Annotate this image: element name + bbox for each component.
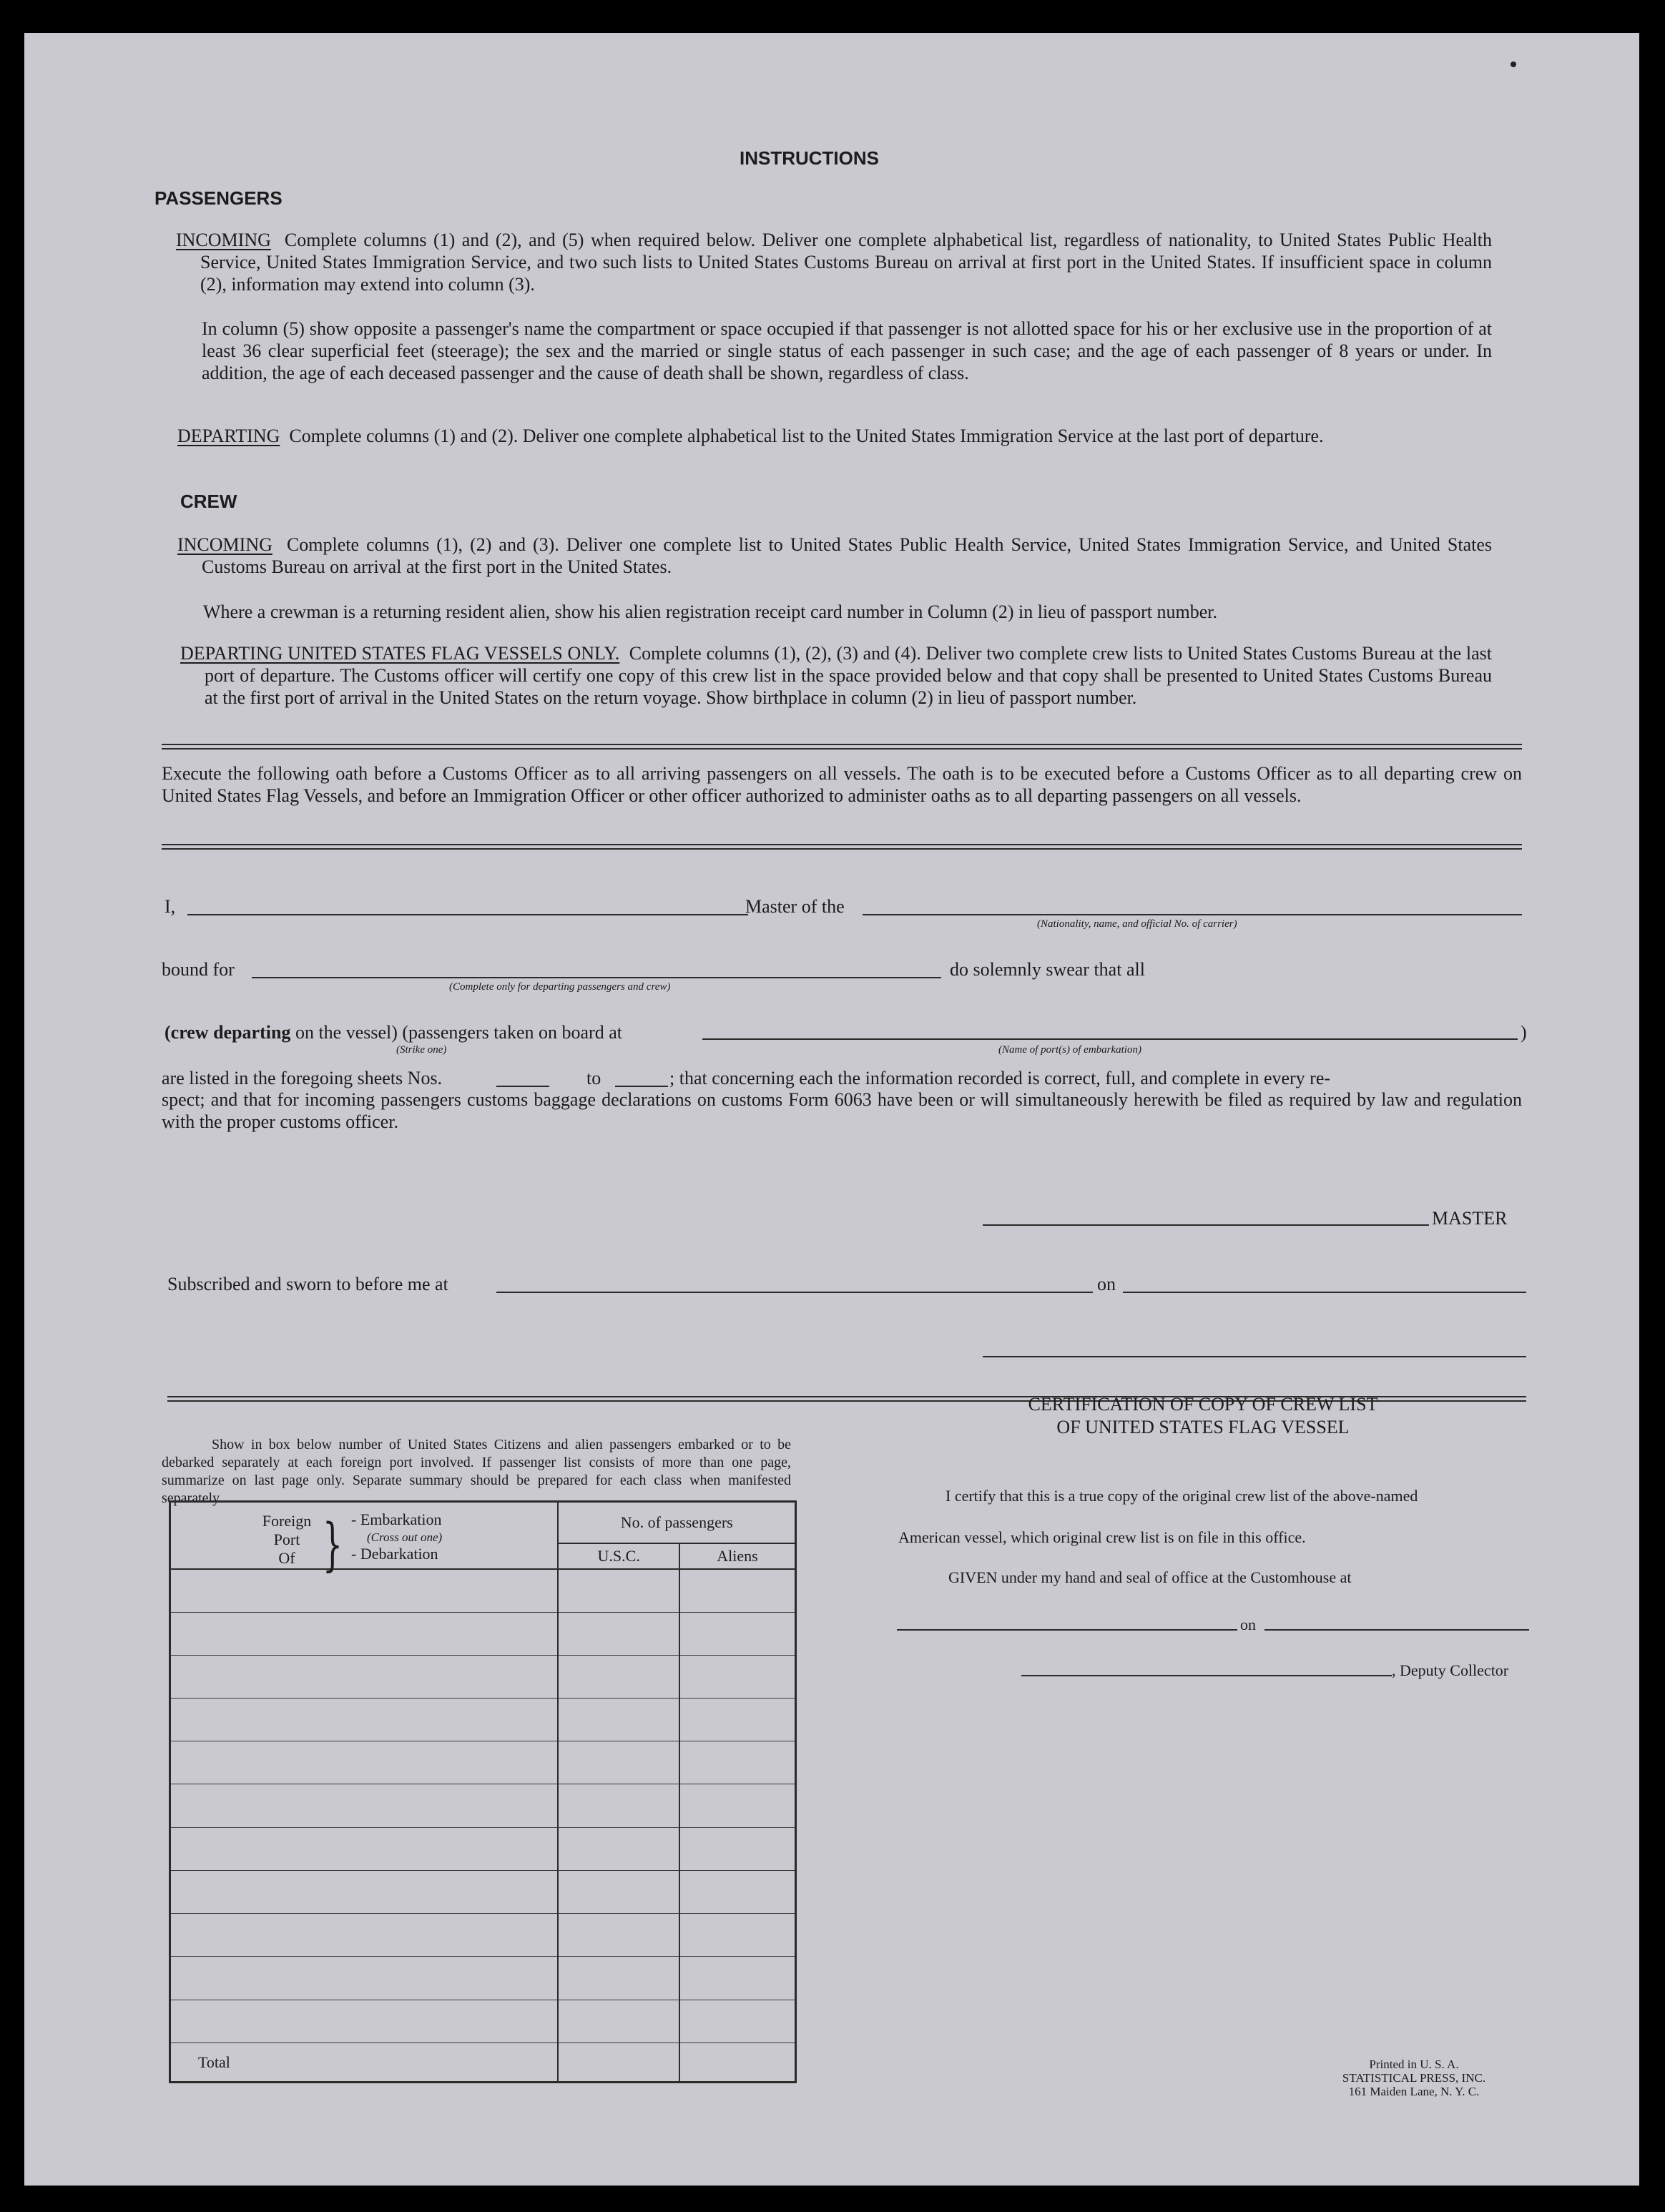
of-label: Of bbox=[278, 1549, 295, 1567]
crew-resident-note: Where a crewman is a returning resident alien, show his alien registration receipt card number in Column (2) in lieu of passport number. bbox=[203, 601, 1218, 622]
sworn-place-field[interactable] bbox=[496, 1292, 1093, 1293]
cross-out-label: (Cross out one) bbox=[367, 1530, 443, 1544]
table-row bbox=[170, 1784, 796, 1827]
usc-cell[interactable] bbox=[558, 1612, 679, 1655]
sworn-date-field[interactable] bbox=[1123, 1292, 1526, 1293]
usc-cell[interactable] bbox=[558, 1957, 679, 2000]
swear-label: do solemnly swear that all bbox=[950, 959, 1145, 980]
certification-title-1: CERTIFICATION OF COPY OF CREW LIST bbox=[1028, 1394, 1378, 1415]
certify-text: I certify that this is a true copy of the original crew list of the above-named bbox=[946, 1487, 1418, 1505]
usc-cell[interactable] bbox=[558, 1784, 679, 1827]
listed-suffix: ; that concerning each the information recorded is correct, full, and complete in every re- bbox=[669, 1068, 1331, 1088]
certification-title-2: OF UNITED STATES FLAG VESSEL bbox=[1056, 1417, 1350, 1437]
printer-line-3: 161 Maiden Lane, N. Y. C. bbox=[1348, 2085, 1480, 2098]
aliens-cell[interactable] bbox=[679, 1914, 796, 1957]
usc-cell[interactable] bbox=[558, 1698, 679, 1741]
usc-cell[interactable] bbox=[558, 1914, 679, 1957]
speck-mark bbox=[1511, 62, 1516, 67]
table-row bbox=[170, 1612, 796, 1655]
aliens-cell[interactable] bbox=[679, 1957, 796, 2000]
aliens-cell[interactable] bbox=[679, 2000, 796, 2043]
crew-incoming-instruction bbox=[177, 534, 1492, 578]
listed-prefix: are listed in the foregoing sheets Nos. bbox=[162, 1068, 443, 1088]
table-row bbox=[170, 1827, 796, 1870]
foreign-port-header bbox=[170, 1502, 559, 1578]
crew-departing-text: Complete columns (1), (2), (3) and (4). Deliver two complete crew lists to United States Customs Bureau at the last port of departure. The Customs officer will certify one copy of this crew list in the space provided below and that copy shall be presented to United States Customs Bureau at the first port of arrival in the United States on the return voyage. Show birthplace in column (2) in lieu of passport number. bbox=[205, 643, 1492, 708]
carrier-hint: (Nationality, name, and official No. of carrier) bbox=[1037, 918, 1237, 930]
bound-for-hint: (Complete only for departing passengers and crew) bbox=[449, 981, 671, 993]
oath-intro: Execute the following oath before a Customs Officer as to all arriving passengers on all vessels. The oath is to be executed before a Customs Officer as to all departing crew on United States Flag Vessels, and before an Immigration Officer or other officer authorized to administer oaths as to all departing passengers on all vessels. bbox=[162, 763, 1522, 806]
officer-signature-field[interactable] bbox=[983, 1356, 1526, 1357]
crew-heading: CREW bbox=[180, 491, 237, 512]
total-row bbox=[170, 2043, 796, 2082]
passengers-incoming-instruction bbox=[176, 229, 1492, 295]
port-cell[interactable] bbox=[170, 1914, 559, 1957]
aliens-cell[interactable] bbox=[679, 1612, 796, 1655]
port-cell[interactable] bbox=[170, 1698, 559, 1741]
brace-mark: } bbox=[323, 1512, 343, 1578]
total-label: Total bbox=[170, 2043, 559, 2082]
oath-i-label: I, bbox=[164, 896, 176, 917]
oath-spect-text: spect; and that for incoming passengers customs baggage declarations on customs Form 6063 have been or will simultaneously herewith be filed as required by law and regulation with the proper customs officer. bbox=[162, 1089, 1522, 1132]
aliens-header: Aliens bbox=[679, 1543, 796, 1569]
american-vessel-text: American vessel, which original crew list is on file in this office. bbox=[898, 1528, 1306, 1546]
usc-cell[interactable] bbox=[558, 1870, 679, 1913]
customhouse-field[interactable] bbox=[897, 1629, 1237, 1631]
foreign-label: Foreign bbox=[262, 1512, 312, 1530]
carrier-field[interactable] bbox=[863, 914, 1522, 915]
passengers-heading: PASSENGERS bbox=[154, 187, 283, 209]
table-row bbox=[170, 1655, 796, 1698]
summary-instructions: Show in box below number of United States Citizens and alien passengers embarked or to be debarked separately at each foreign port involved. If passenger list consists of more than one page, summarize on last page only. Separate summary should be prepared for each class when manifested separately. bbox=[162, 1437, 791, 1506]
aliens-cell[interactable] bbox=[679, 1827, 796, 1870]
embarkation-label[interactable]: - Embarkation bbox=[351, 1510, 442, 1528]
bound-for-field[interactable] bbox=[252, 977, 941, 978]
table-row bbox=[170, 2000, 796, 2043]
crew-departing-label: DEPARTING UNITED STATES FLAG VESSELS ONLY. bbox=[180, 643, 620, 664]
aliens-cell[interactable] bbox=[679, 1741, 796, 1784]
passengers-incoming-label: INCOMING bbox=[176, 230, 271, 250]
certification-on-label: on bbox=[1240, 1616, 1256, 1633]
usc-header: U.S.C. bbox=[558, 1543, 679, 1569]
master-signature-label: MASTER bbox=[1432, 1208, 1508, 1229]
usc-cell[interactable] bbox=[558, 1741, 679, 1784]
table-row bbox=[170, 1870, 796, 1913]
port-label: Port bbox=[273, 1530, 300, 1548]
to-label: to bbox=[586, 1068, 601, 1088]
bound-for-label: bound for bbox=[162, 959, 235, 980]
sheet-from-field[interactable] bbox=[496, 1086, 549, 1087]
port-cell[interactable] bbox=[170, 1655, 559, 1698]
table-row bbox=[170, 1741, 796, 1784]
table-row bbox=[170, 1957, 796, 2000]
aliens-cell[interactable] bbox=[679, 1569, 796, 1612]
passenger-summary-table bbox=[169, 1500, 797, 2083]
usc-cell[interactable] bbox=[558, 2000, 679, 2043]
aliens-total-cell[interactable] bbox=[679, 2043, 796, 2082]
port-cell[interactable] bbox=[170, 1827, 559, 1870]
embarkation-ports-field[interactable] bbox=[702, 1038, 1518, 1040]
master-name-field[interactable] bbox=[187, 914, 748, 915]
aliens-cell[interactable] bbox=[679, 1870, 796, 1913]
given-text: GIVEN under my hand and seal of office at the Customhouse at bbox=[948, 1568, 1352, 1586]
port-cell[interactable] bbox=[170, 1784, 559, 1827]
port-cell[interactable] bbox=[170, 2000, 559, 2043]
port-cell[interactable] bbox=[170, 1741, 559, 1784]
usc-cell[interactable] bbox=[558, 1827, 679, 1870]
close-paren: ) bbox=[1521, 1022, 1527, 1043]
deputy-signature-field[interactable] bbox=[1021, 1675, 1392, 1676]
passengers-departing-instruction bbox=[177, 425, 1492, 447]
table-row bbox=[170, 1914, 796, 1957]
master-signature-field[interactable] bbox=[983, 1224, 1429, 1226]
crew-passengers-line bbox=[164, 1021, 622, 1043]
table-row bbox=[170, 1698, 796, 1741]
passengers-departing-label: DEPARTING bbox=[177, 426, 280, 446]
aliens-cell[interactable] bbox=[679, 1698, 796, 1741]
crew-incoming-text: Complete columns (1), (2) and (3). Deliver one complete list to United States Public Health Service, United States Immigration Service, and United States Customs Bureau on arrival at the first port in the United States. bbox=[202, 534, 1493, 577]
port-cell[interactable] bbox=[170, 1569, 559, 1612]
passengers-incoming-text: Complete columns (1) and (2), and (5) when required below. Deliver one complete alphabetical list, regardless of nationality, to United States Public Health Service, United States Immigration Service, and two such lists to United States Customs Bureau on arrival at first port in the United States. If insufficient space in column (2), information may extend into column (3). bbox=[200, 230, 1493, 295]
printer-line-1: Printed in U. S. A. bbox=[1369, 2058, 1459, 2071]
master-of-label: Master of the bbox=[745, 896, 845, 917]
sworn-on-label: on bbox=[1097, 1274, 1116, 1294]
usc-cell[interactable] bbox=[558, 1569, 679, 1612]
port-cell[interactable] bbox=[170, 1957, 559, 2000]
aliens-cell[interactable] bbox=[679, 1784, 796, 1827]
port-cell[interactable] bbox=[170, 1870, 559, 1913]
no-passengers-header: No. of passengers bbox=[558, 1502, 795, 1543]
passengers-column5-note: In column (5) show opposite a passenger's name the compartment or space occupied if that passenger is not allotted space for his or her exclusive use in the proportion of at least 36 clear superficial feet (steerage); the sex and the married or single status of each passenger in such case; and the age of each passenger of 8 years or under. In addition, the age of each deceased passenger and the cause of death shall be shown, regardless of class. bbox=[202, 318, 1492, 383]
usc-total-cell[interactable] bbox=[558, 2043, 679, 2082]
page-title: INSTRUCTIONS bbox=[740, 147, 879, 169]
printer-line-2: STATISTICAL PRESS, INC. bbox=[1342, 2071, 1486, 2085]
debarkation-label[interactable]: - Debarkation bbox=[351, 1545, 438, 1563]
aliens-cell[interactable] bbox=[679, 1655, 796, 1698]
section-divider bbox=[162, 744, 1522, 749]
ports-hint: (Name of port(s) of embarkation) bbox=[998, 1044, 1141, 1056]
strike-hint: (Strike one) bbox=[396, 1044, 447, 1056]
passengers-departing-text: Complete columns (1) and (2). Deliver one complete alphabetical list to the United States Immigration Service at the last port of departure. bbox=[289, 426, 1324, 446]
crew-incoming-label: INCOMING bbox=[177, 534, 272, 555]
passengers-option[interactable]: on the vessel) (passengers taken on board at bbox=[295, 1022, 622, 1043]
usc-cell[interactable] bbox=[558, 1655, 679, 1698]
crew-departing-option[interactable]: (crew departing bbox=[164, 1022, 291, 1043]
form-page bbox=[24, 33, 1639, 2186]
oath-divider bbox=[162, 844, 1522, 850]
certification-date-field[interactable] bbox=[1264, 1629, 1529, 1631]
table-row bbox=[170, 1569, 796, 1612]
crew-departing-instruction bbox=[180, 642, 1492, 709]
port-cell[interactable] bbox=[170, 1612, 559, 1655]
subscribed-label: Subscribed and sworn to before me at bbox=[167, 1274, 448, 1294]
sheet-to-field[interactable] bbox=[615, 1086, 668, 1087]
deputy-collector-label: , Deputy Collector bbox=[1392, 1661, 1509, 1679]
